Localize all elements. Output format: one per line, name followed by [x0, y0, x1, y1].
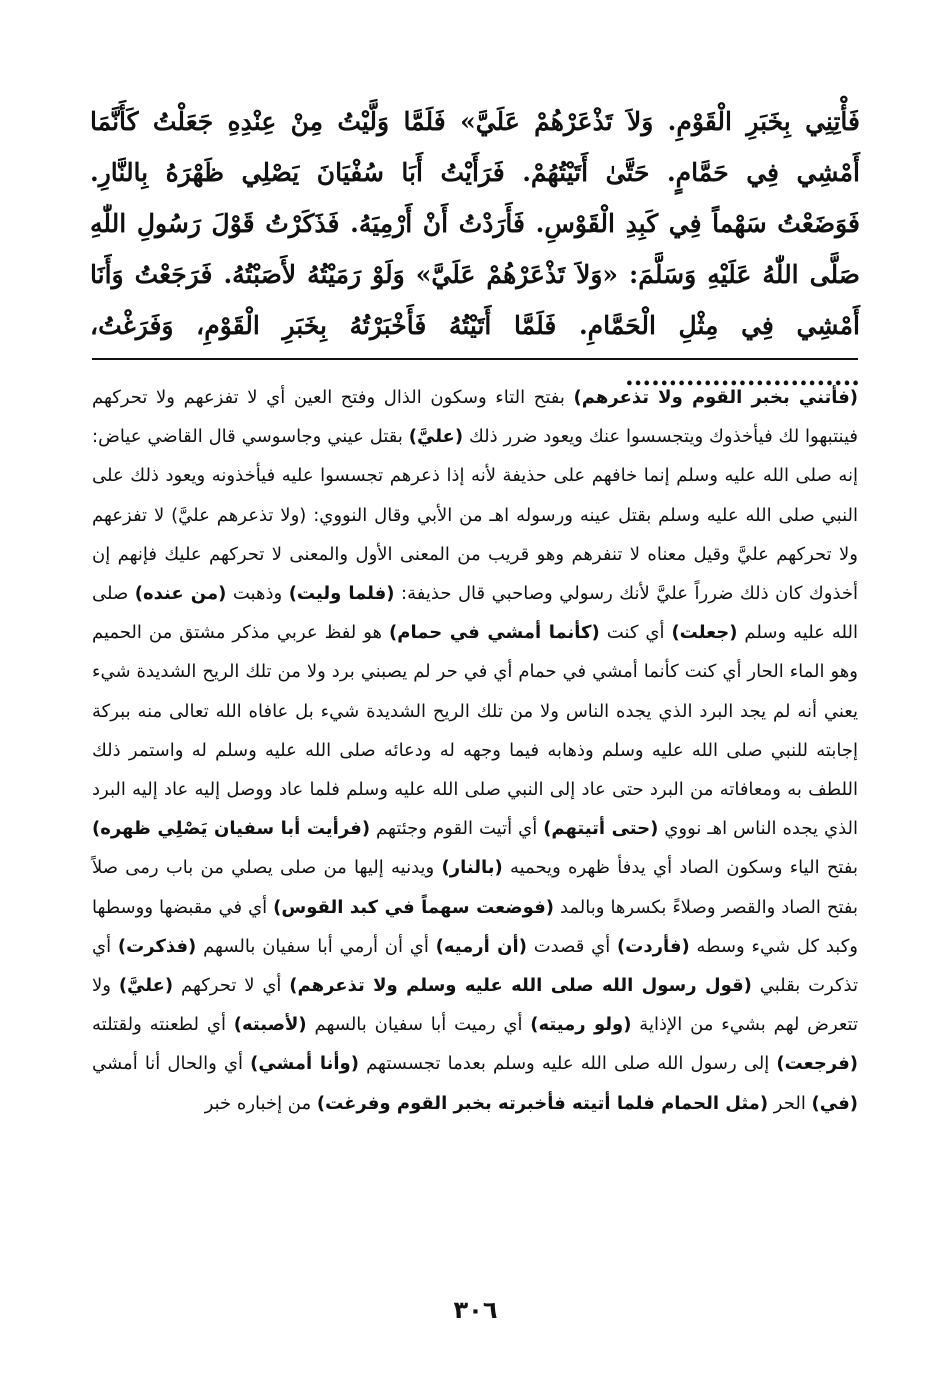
commentary-segment: أي أن أرمي أبا سفيان بالسهم [196, 935, 436, 957]
quoted-phrase: (فرجعت) [776, 1053, 859, 1075]
footnote-divider [92, 358, 858, 360]
commentary-segment: أي تذكرت بقلبي [92, 935, 859, 997]
commentary-segment: صلى الله عليه وسلم [92, 583, 858, 644]
commentary-segment: أي والحال أنا أمشي [92, 1053, 251, 1075]
commentary-segment: وذهبت [226, 583, 289, 605]
quoted-phrase: (فلما وليت) [288, 583, 395, 605]
commentary-segment: من إخباره خبر [204, 1092, 317, 1114]
quoted-phrase: (حتى أتيتهم) [543, 818, 659, 840]
quoted-phrase: (فذكرت) [117, 935, 197, 957]
quoted-phrase: (مثل الحمام فلما أتيته فأخبرته بخبر القوم وفرغت) [316, 1092, 769, 1114]
quoted-phrase: (قول رسول الله صلى الله عليه وسلم ولا تذعرهم) [289, 975, 752, 997]
commentary-segment: بقتل عيني وجاسوسي قال القاضي عياض: إنه صلى الله عليه وسلم إنما خافهم على حذيفة لأنه إذا ذعرهم تجسسوا عليه فيأخذونه ويعود ذلك على النبي صلى الله عليه وسلم بقتل عينه ورسوله اهـ من الأبي وقال النووي: (ولا تذعرهم عليَّ) لا تفزعهم ولا تحركهم عليَّ وقيل معناه لا تنفرهم وهو قريب من المعنى الأول والمعنى لا تحركهم عليك فإنهم إن أخذوك كان ذلك ضرراً عليَّ لأنك رسولي وصاحبي قال حذيفة: [92, 426, 859, 605]
hadith-paragraph: فَأْتِنِي بِخَبَرِ الْقَوْمِ. وَلاَ تَذْعَرْهُمْ عَلَيَّ» فَلَمَّا وَلَّيْتُ مِنْ عِنْدِهِ جَعَلْتُ كَأَنَّمَا أَمْشِي فِي حَمَّامٍ. حَتَّىٰ أَتَيْتُهُمْ. فَرَأَيْتُ أَبَا سُفْيَانَ يَصْلِي ظَهْرَهُ بِالنَّارِ. فَوَضَعْتُ سَهْماً فِي كَبِدِ الْقَوْسِ. فَأَرَدْتُ أَنْ أَرْمِيَهُ. فَذَكَرْتُ قَوْلَ رَسُولِ اللّٰهِ صَلَّى اللّٰهُ عَلَيْهِ وَسَلَّمَ: «وَلاَ تَذْعَرْهُمْ عَلَيَّ» وَلَوْ رَمَيْتُهُ لأَصَبْتُهُ. فَرَجَعْتُ وَأَنَا أَمْشِي فِي مِثْلِ الْحَمَّامِ. فَلَمَّا أَتَيْتُهُ فَأَخْبَرْتُهُ بِخَبَرِ الْقَوْمِ، وَفَرَغْتُ، ........................... [90, 107, 860, 391]
commentary-text [92, 378, 858, 1123]
quoted-phrase: (عليَّ) [408, 426, 464, 448]
commentary-segment: أي لطعنته ولقتلته [92, 1014, 234, 1036]
commentary-segment: إلى رسول الله صلى الله عليه وسلم بعدما تجسستهم [358, 1053, 777, 1075]
commentary-segment: ولا تتعرض لهم بشيء من الإذاية [92, 975, 858, 1036]
quoted-phrase: (فأتني بخبر القوم ولا تذعرهم) [573, 387, 858, 408]
commentary-segment: أي رميت أبا سفيان بالسهم [306, 1014, 531, 1036]
quoted-phrase: (فأردت) [617, 935, 690, 957]
commentary-paragraph [92, 378, 858, 1123]
hadith-text [90, 96, 860, 402]
quoted-phrase: (جعلت) [671, 622, 738, 644]
commentary-segment: الحر [768, 1092, 812, 1114]
quoted-phrase: (أن أرميه) [435, 935, 527, 957]
commentary-segment: أي أتيت القوم وجئتهم [370, 818, 544, 840]
commentary-segment: بفتح الياء وسكون الصاد أي يدفأ ظهره ويحميه [502, 857, 858, 879]
quoted-phrase: (عليَّ) [118, 975, 174, 997]
quoted-phrase: (فوضعت سهماً في كبد القوس) [273, 896, 554, 918]
quoted-phrase: (فرأيت أبا سفيان يَصْلِي ظهره) [92, 818, 371, 840]
quoted-phrase: (من عنده) [134, 583, 227, 605]
commentary-segment: أي لا تحركهم [173, 975, 290, 997]
quoted-phrase: (لأصبته) [233, 1014, 307, 1036]
quoted-phrase: (ولو رميته) [530, 1014, 632, 1036]
quoted-phrase: (في) [811, 1092, 858, 1114]
quoted-phrase: (بالنار) [441, 857, 503, 879]
commentary-segment: بفتح التاء وسكون الذال وفتح العين أي لا تفزعهم ولا تحركهم فينتبهوا لك فيأخذوك ويتجسسوا عنك ويعود ضرر ذلك [92, 387, 858, 448]
commentary-segment: أي في مقبضها ووسطها وكبد كل شيء وسطه [92, 896, 858, 957]
commentary-segment: هو لفظ عربي مذكر مشتق من الحميم وهو الماء الحار أي كنت كأنما أمشي في حمام أي في حر لم يصبني برد ولا من تلك الريح الشديدة شيء يعني أنه لم يجد البرد الذي يجده الناس ولا من تلك الريح الشديدة شيء بل عافاه الله تعالى منه ببركة إجابته للنبي صلى الله عليه وسلم وذهابه فيما وجهه له ودعائه صلى الله عليه وسلم له واستمر ذلك اللطف به ومعافاته من البرد حتى عاد إلى النبي صلى الله عليه وسلم فلما عاد ووصل إليه عاد إليه البرد الذي يجده الناس اهـ نووي [92, 622, 859, 840]
commentary-segment: أي كنت [599, 622, 672, 644]
commentary-segment: ويدنيه إليها من صلى يصلي من باب رمى صلاً بفتح الصاد والقصر وصلاءً بكسرها وبالمد [92, 857, 859, 918]
commentary-segment: أي قصدت [526, 935, 618, 957]
quoted-phrase: (وأنا أمشي) [250, 1053, 359, 1075]
quoted-phrase: (كأنما أمشي في حمام) [389, 622, 600, 644]
page-number: ٣٠٦ [453, 1296, 498, 1324]
